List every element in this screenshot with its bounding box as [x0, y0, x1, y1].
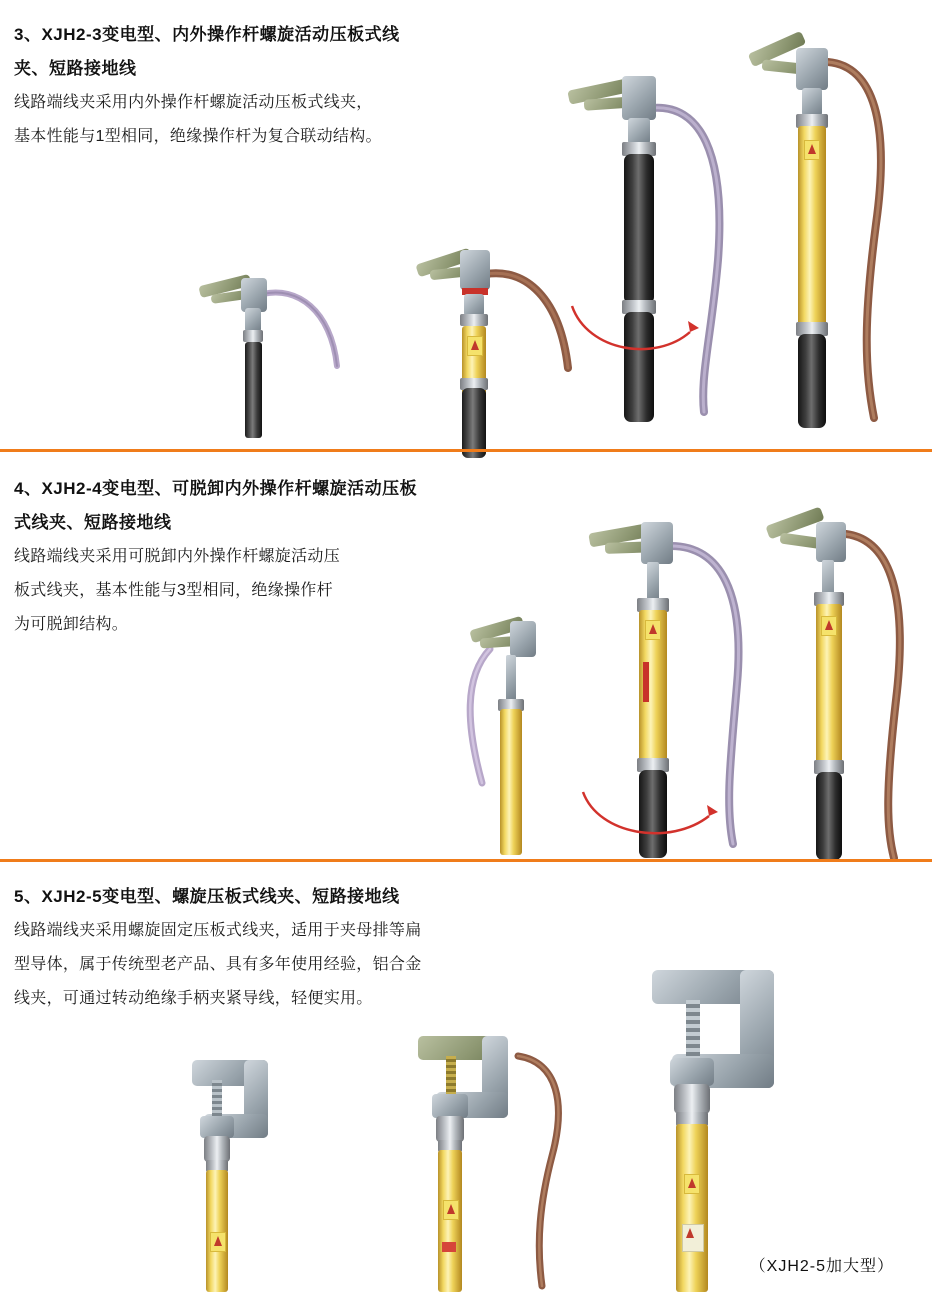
ferrule-h: [204, 1136, 230, 1162]
section-4-body-line3: 为可脱卸结构。: [14, 616, 129, 633]
section-xjh2-5: [0, 862, 932, 1292]
c-clamp-nut-h: [200, 1116, 234, 1138]
product-d: [740, 28, 930, 428]
c-clamp-nut-j: [670, 1058, 714, 1086]
insulating-rod-j: [676, 1124, 708, 1292]
product-g: [760, 510, 932, 860]
section-5-heading-line1: 5、XJH2-5变电型、螺旋压板式线夹、短路接地线: [14, 887, 400, 906]
product-j: [630, 966, 840, 1292]
clamp-neck-a: [245, 308, 261, 332]
section-5-figure: [0, 862, 932, 1292]
grounding-cable-d: [740, 28, 930, 428]
section-4-heading-line1: 4、XJH2-4变电型、可脱卸内外操作杆螺旋活动压板: [14, 479, 418, 498]
grip-d: [798, 334, 826, 428]
clamp-body-e: [510, 621, 536, 657]
section-4-body-line2: 板式线夹，基本性能与3型相同，绝缘操作杆: [14, 582, 333, 599]
section-5-body-line1: 线路端线夹采用螺旋固定压板式线夹，适用于夹母排等扁: [14, 922, 422, 939]
clamp-body-d: [796, 48, 828, 90]
ferrule-a: [243, 330, 263, 342]
grip-g: [816, 772, 842, 860]
product-label-j: [682, 1224, 704, 1252]
insulating-rod-a: [245, 342, 262, 438]
insulating-rod-h: [206, 1170, 228, 1292]
ferrule-b: [460, 314, 488, 326]
product-h: [170, 1052, 310, 1292]
section-3-body-line1: 线路端线夹采用内外操作杆螺旋活动压板式线夹，: [14, 94, 373, 111]
ferrule-j: [674, 1084, 710, 1114]
clamp-body-b: [460, 250, 490, 290]
c-clamp-screw-i: [446, 1056, 456, 1098]
section-3-heading-line1: 3、XJH2-3变电型、内外操作杆螺旋活动压板式线: [14, 25, 400, 44]
insulating-rod-e: [500, 709, 522, 855]
clamp-neck-b: [464, 294, 484, 316]
c-clamp-screw-j: [686, 1000, 700, 1058]
product-i: [400, 1030, 600, 1292]
clamp-body-a: [241, 278, 267, 312]
ferrule-i: [436, 1116, 464, 1142]
section-5-body-line3: 线夹，可通过转动绝缘手柄夹紧导线，轻便实用。: [14, 990, 373, 1007]
section-xjh2-3: [0, 0, 932, 452]
red-band-i: [442, 1242, 456, 1252]
section-4-figure: [0, 452, 932, 862]
section-3-figure: [0, 0, 932, 452]
clamp-screw-g: [822, 560, 834, 594]
warning-label-h: [210, 1232, 226, 1252]
clamp-neck-d: [802, 88, 822, 116]
grip-b: [462, 388, 486, 458]
section-4-body-line1: 线路端线夹采用可脱卸内外操作杆螺旋活动压: [14, 548, 341, 565]
section-5-body-line2: 型导体，属于传统型老产品、具有多年使用经验，铝合金: [14, 956, 422, 973]
grounding-cable-g: [760, 510, 932, 860]
insulating-rod-i: [438, 1150, 462, 1292]
clamp-screw-e: [506, 655, 516, 703]
c-clamp-screw-h: [212, 1080, 222, 1120]
section-3-body-line2: 基本性能与1型相同，绝缘操作杆为复合联动结构。: [14, 128, 382, 145]
section-4-heading-line2: 式线夹、短路接地线: [14, 513, 172, 532]
c-clamp-nut-i: [432, 1094, 468, 1118]
figure-caption-xjh2-5: （XJH2-5加大型）: [749, 1258, 894, 1275]
warning-label-g: [821, 616, 837, 636]
warning-label-j: [684, 1174, 700, 1194]
clamp-body-g: [816, 522, 846, 562]
warning-label-d: [804, 140, 820, 160]
section-3-heading-line2: 夹、短路接地线: [14, 59, 137, 78]
warning-label-i: [443, 1200, 459, 1220]
warning-label-b: [467, 336, 483, 356]
section-xjh2-4: [0, 452, 932, 862]
product-a: [185, 258, 365, 438]
